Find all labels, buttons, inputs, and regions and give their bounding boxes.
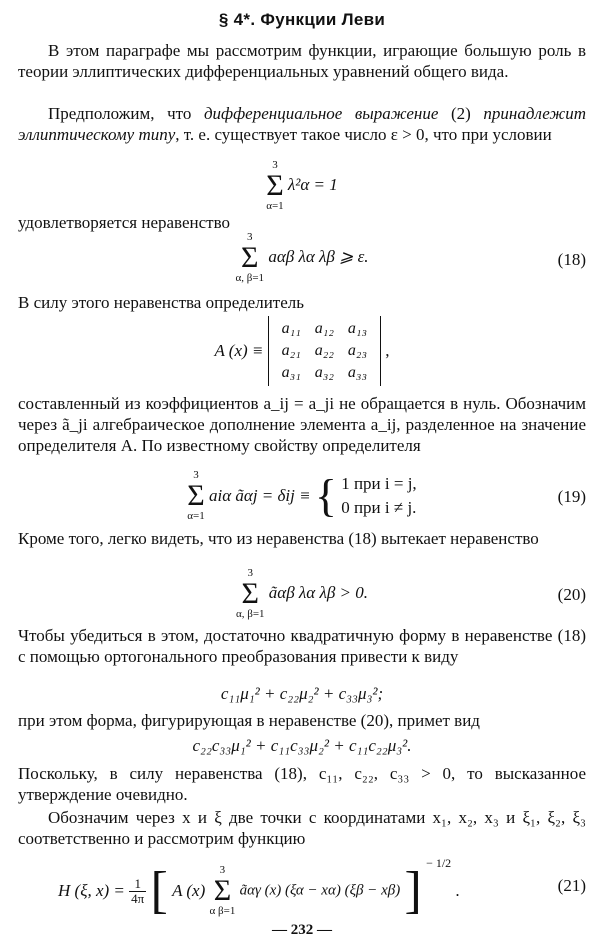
sum-symbol: 3 Σ α, β=1 (235, 567, 265, 620)
paragraph-assumption (18, 103, 586, 145)
paragraph-intro: В этом параграфе мы рассмотрим функции, играющие большую роль в теории эллиптических дифференциальных уравнений общего вида. (18, 41, 586, 81)
paragraph-conclusion: Поскольку, в силу неравенства (18), c₁₁, c₂₂, c₃₃ > 0, то высказанное утверждение очевидно. (18, 764, 586, 804)
determinant-tail: , (385, 341, 390, 360)
case-equal: 1 при i = j, (341, 474, 417, 493)
section-heading: § 4*. Функции Леви (218, 10, 386, 29)
equation-number-19: (19) (557, 487, 586, 506)
sum-symbol: 3 Σ α, β=1 (235, 231, 265, 284)
determinant-matrix (268, 316, 381, 386)
assumption-text-b: дифференциальное выражение (203, 104, 439, 123)
assumption-text-d: принадлежит эллиптическому типу (18, 104, 586, 144)
formula-lambda-body: λ²α = 1 (287, 174, 338, 194)
paragraph-points: Обозначим через x и ξ две точки с координатами x₁, x₂, x₃ и ξ₁, ξ₂, ξ₃ соответственно и рассмотрим функцию (18, 808, 586, 848)
sum-symbol: 3 Σ α=1 (187, 469, 205, 522)
equation-number-21: (21) (557, 876, 586, 895)
formula-18 (18, 232, 586, 284)
determinant-lhs: A (x) ≡ (214, 341, 264, 360)
matrix-cell: a₃₁ (281, 364, 301, 381)
right-bracket: ] (404, 862, 422, 920)
assumption-text-c: (2) (438, 104, 484, 123)
formula-21-lhs: H (ξ, x) = (58, 881, 125, 901)
paragraph-determinant-intro: В силу этого неравенства определитель (18, 293, 305, 312)
formula-transformed-form: c₂₂c₃₃μ₁² + c₁₁c₃₃μ₂² + c₁₁c₂₂μ₃². (192, 736, 412, 755)
equation-number-20: (20) (557, 585, 586, 604)
cases-block (341, 472, 416, 520)
matrix-cell: a₃₃ (347, 364, 368, 381)
matrix-cell: a₁₁ (281, 320, 301, 337)
formula-21-inner-a: A (x) (172, 881, 206, 901)
matrix-cell: a₁₃ (347, 320, 368, 337)
formula-18-body: aαβ λα λβ ⩾ ε. (268, 246, 369, 266)
matrix-cell: a₂₂ (314, 342, 334, 359)
matrix-cell: a₂₁ (281, 342, 301, 359)
formula-19 (18, 470, 586, 522)
page-number: — 232 — (272, 922, 332, 938)
fraction: $\frac{1}{4\pi}$ (131, 875, 145, 906)
equation-number-18: (18) (557, 250, 586, 269)
formula-21-inner-b: ãαγ (x) (ξα − xα) (ξβ − xβ) (239, 882, 401, 899)
sum-symbol: 3 Σ α=1 (266, 159, 284, 212)
paragraph-inequality-intro: удовлетворяется неравенство (18, 213, 231, 232)
formula-20-body: ãαβ λα λβ > 0. (268, 582, 369, 602)
page (18, 0, 586, 950)
formula-21-tail: . (455, 881, 460, 901)
paragraph-quadratic-form: Чтобы убедиться в этом, достаточно квадратичную форму в неравенстве (18) с помощью ортогонального преобразования привести к виду (18, 626, 586, 666)
assumption-text-a: Предположим, что (48, 104, 204, 123)
formula-21 (58, 856, 516, 920)
formula-21-exponent: − 1/2 (426, 856, 452, 870)
assumption-text-e: , т. е. существует такое число ε > 0, что при условии (175, 125, 552, 144)
paragraph-consequence: Кроме того, легко видеть, что из неравенства (18) вытекает неравенство (18, 529, 539, 548)
matrix-cell: a₃₂ (314, 364, 334, 381)
matrix-cell: a₁₂ (314, 320, 334, 337)
formula-determinant (18, 316, 586, 386)
brace-symbol: { (314, 470, 337, 521)
paragraph-form-transformed: при этом форма, фигурирующая в неравенстве (20), примет вид (18, 711, 480, 730)
paragraph-cofactor: составленный из коэффициентов a_ij = a_ji не обращается в нуль. Обозначим через ã_ji алгебраическое дополнение элемента a_ij, разделенное на значение определителя A. По известному свойству определителя (18, 394, 586, 455)
formula-diagonal-form: c₁₁μ₁² + c₂₂μ₂² + c₃₃μ₃²; (220, 684, 384, 703)
sum-symbol: 3 Σ α β=1 (209, 864, 236, 918)
formula-19-body: aiα ãαj = δij ≡ (209, 486, 311, 505)
matrix-cell: a₂₃ (347, 342, 368, 359)
formula-lambda-norm (18, 160, 586, 212)
formula-20 (18, 568, 586, 620)
case-not-equal: 0 при i ≠ j. (341, 498, 417, 517)
left-bracket: [ (150, 862, 168, 920)
